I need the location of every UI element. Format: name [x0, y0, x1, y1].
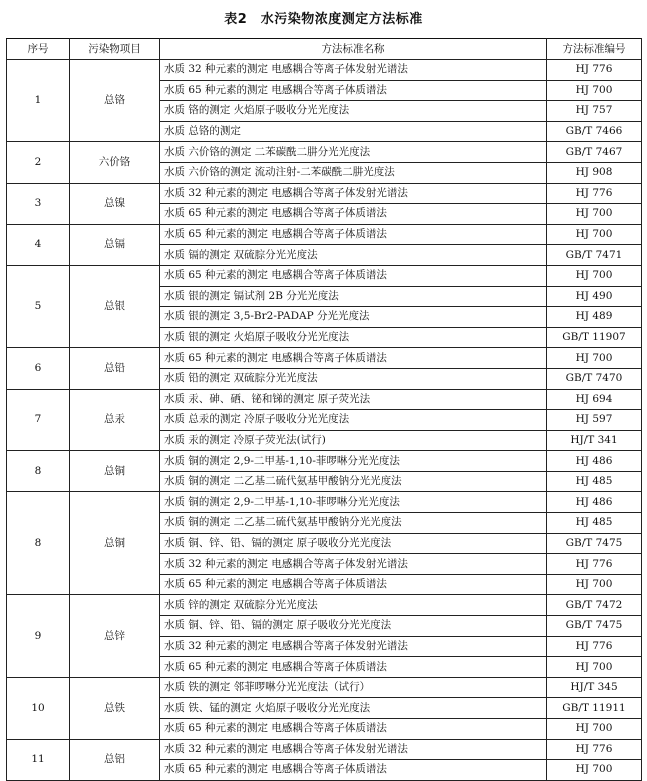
method-name-cell: 水质 银的测定 镉试剂 2B 分光光度法 — [160, 286, 547, 307]
method-name-cell: 水质 铬的测定 火焰原子吸收分光光度法 — [160, 101, 547, 122]
method-code-cell: HJ 776 — [547, 739, 642, 760]
method-code-cell: HJ 700 — [547, 224, 642, 245]
method-name-cell: 水质 铅的测定 双硫腙分光光度法 — [160, 368, 547, 389]
method-name-cell: 水质 32 种元素的测定 电感耦合等离子体发射光谱法 — [160, 739, 547, 760]
method-code-cell: HJ 700 — [547, 265, 642, 286]
pollutant-item-cell: 总铬 — [70, 60, 160, 142]
method-code-cell: HJ 485 — [547, 513, 642, 534]
table-row — [7, 142, 642, 163]
method-code-cell: HJ 700 — [547, 719, 642, 740]
method-code-cell: GB/T 7475 — [547, 533, 642, 554]
method-code-cell: HJ 700 — [547, 348, 642, 369]
method-name-cell: 水质 65 种元素的测定 电感耦合等离子体质谱法 — [160, 719, 547, 740]
method-code-cell: HJ 486 — [547, 451, 642, 472]
method-code-cell: GB/T 11911 — [547, 698, 642, 719]
pollutant-item-cell: 总镉 — [70, 224, 160, 265]
header-no: 序号 — [7, 39, 70, 60]
method-name-cell: 水质 银的测定 火焰原子吸收分光光度法 — [160, 327, 547, 348]
method-code-cell: HJ 597 — [547, 410, 642, 431]
method-code-cell: HJ 776 — [547, 183, 642, 204]
serial-number-cell: 7 — [7, 389, 70, 451]
method-code-cell: HJ 776 — [547, 60, 642, 81]
serial-number-cell: 11 — [7, 739, 70, 780]
method-name-cell: 水质 总汞的测定 冷原子吸收分光光度法 — [160, 410, 547, 431]
method-code-cell: HJ 486 — [547, 492, 642, 513]
serial-number-cell: 8 — [7, 492, 70, 595]
serial-number-cell: 8 — [7, 451, 70, 492]
method-code-cell: HJ 700 — [547, 80, 642, 101]
method-code-cell: GB/T 7470 — [547, 368, 642, 389]
serial-number-cell: 2 — [7, 142, 70, 183]
method-name-cell: 水质 铜、锌、铅、镉的测定 原子吸收分光光度法 — [160, 616, 547, 637]
method-code-cell: HJ 490 — [547, 286, 642, 307]
serial-number-cell: 4 — [7, 224, 70, 265]
method-name-cell: 水质 65 种元素的测定 电感耦合等离子体质谱法 — [160, 80, 547, 101]
pollutant-item-cell: 六价铬 — [70, 142, 160, 183]
serial-number-cell: 5 — [7, 265, 70, 347]
method-name-cell: 水质 铜、锌、铅、镉的测定 原子吸收分光光度法 — [160, 533, 547, 554]
header-item: 污染物项目 — [70, 39, 160, 60]
method-name-cell: 水质 32 种元素的测定 电感耦合等离子体发射光谱法 — [160, 636, 547, 657]
method-code-cell: HJ 776 — [547, 636, 642, 657]
method-code-cell: GB/T 7472 — [547, 595, 642, 616]
method-code-cell: GB/T 7467 — [547, 142, 642, 163]
pollutant-item-cell: 总铁 — [70, 677, 160, 739]
method-code-cell: HJ 700 — [547, 760, 642, 781]
pollutant-item-cell: 总汞 — [70, 389, 160, 451]
table-row — [7, 265, 642, 286]
method-name-cell: 水质 65 种元素的测定 电感耦合等离子体质谱法 — [160, 574, 547, 595]
method-name-cell: 水质 32 种元素的测定 电感耦合等离子体发射光谱法 — [160, 554, 547, 575]
method-name-cell: 水质 铜的测定 2,9-二甲基-1,10-菲啰啉分光光度法 — [160, 492, 547, 513]
method-code-cell: HJ 700 — [547, 657, 642, 678]
method-name-cell: 水质 铜的测定 二乙基二硫代氨基甲酸钠分光光度法 — [160, 471, 547, 492]
table-row — [7, 492, 642, 513]
serial-number-cell: 1 — [7, 60, 70, 142]
method-name-cell: 水质 六价铬的测定 二苯碳酰二肼分光光度法 — [160, 142, 547, 163]
serial-number-cell: 9 — [7, 595, 70, 677]
method-name-cell: 水质 65 种元素的测定 电感耦合等离子体质谱法 — [160, 657, 547, 678]
method-code-cell: GB/T 7471 — [547, 245, 642, 266]
method-name-cell: 水质 65 种元素的测定 电感耦合等离子体质谱法 — [160, 265, 547, 286]
method-code-cell: HJ 694 — [547, 389, 642, 410]
method-code-cell: GB/T 7466 — [547, 121, 642, 142]
method-name-cell: 水质 铁、锰的测定 火焰原子吸收分光光度法 — [160, 698, 547, 719]
table-row — [7, 739, 642, 760]
table-row — [7, 60, 642, 81]
table-row — [7, 389, 642, 410]
method-code-cell: GB/T 11907 — [547, 327, 642, 348]
serial-number-cell: 3 — [7, 183, 70, 224]
pollutant-item-cell: 总铝 — [70, 739, 160, 780]
pollutant-item-cell: 总锌 — [70, 595, 160, 677]
method-code-cell: HJ 489 — [547, 307, 642, 328]
table-row — [7, 595, 642, 616]
method-code-cell: HJ 700 — [547, 574, 642, 595]
method-code-cell: HJ/T 341 — [547, 430, 642, 451]
method-name-cell: 水质 镉的测定 双硫腙分光光度法 — [160, 245, 547, 266]
method-name-cell: 水质 六价铬的测定 流动注射-二苯碳酰二肼光度法 — [160, 162, 547, 183]
table-body — [7, 60, 642, 781]
method-name-cell: 水质 65 种元素的测定 电感耦合等离子体质谱法 — [160, 204, 547, 225]
header-code: 方法标准编号 — [547, 39, 642, 60]
header-name: 方法标准名称 — [160, 39, 547, 60]
pollutant-item-cell: 总铜 — [70, 492, 160, 595]
method-name-cell: 水质 65 种元素的测定 电感耦合等离子体质谱法 — [160, 348, 547, 369]
method-name-cell: 水质 65 种元素的测定 电感耦合等离子体质谱法 — [160, 760, 547, 781]
method-name-cell: 水质 65 种元素的测定 电感耦合等离子体质谱法 — [160, 224, 547, 245]
method-name-cell: 水质 汞的测定 冷原子荧光法(试行) — [160, 430, 547, 451]
page-title: 表2 水污染物浓度测定方法标准 — [224, 12, 423, 27]
method-code-cell: GB/T 7475 — [547, 616, 642, 637]
method-code-cell: HJ 700 — [547, 204, 642, 225]
method-code-cell: HJ 757 — [547, 101, 642, 122]
method-name-cell: 水质 汞、砷、硒、铋和锑的测定 原子荧光法 — [160, 389, 547, 410]
serial-number-cell: 6 — [7, 348, 70, 389]
table-row — [7, 677, 642, 698]
table-row — [7, 224, 642, 245]
table-row — [7, 451, 642, 472]
method-name-cell: 水质 32 种元素的测定 电感耦合等离子体发射光谱法 — [160, 60, 547, 81]
method-code-cell: HJ 776 — [547, 554, 642, 575]
table-row — [7, 183, 642, 204]
method-code-cell: HJ 485 — [547, 471, 642, 492]
method-code-cell: HJ 908 — [547, 162, 642, 183]
method-name-cell: 水质 32 种元素的测定 电感耦合等离子体发射光谱法 — [160, 183, 547, 204]
table-row — [7, 348, 642, 369]
method-name-cell: 水质 铜的测定 二乙基二硫代氨基甲酸钠分光光度法 — [160, 513, 547, 534]
method-code-cell: HJ/T 345 — [547, 677, 642, 698]
method-name-cell: 水质 铁的测定 邻菲啰啉分光光度法（试行） — [160, 677, 547, 698]
pollutant-item-cell: 总铜 — [70, 451, 160, 492]
pollutant-item-cell: 总镍 — [70, 183, 160, 224]
method-name-cell: 水质 铜的测定 2,9-二甲基-1,10-菲啰啉分光光度法 — [160, 451, 547, 472]
method-name-cell: 水质 总铬的测定 — [160, 121, 547, 142]
header-row — [7, 39, 642, 60]
serial-number-cell: 10 — [7, 677, 70, 739]
pollutant-item-cell: 总铅 — [70, 348, 160, 389]
pollutant-item-cell: 总银 — [70, 265, 160, 347]
method-name-cell: 水质 锌的测定 双硫腙分光光度法 — [160, 595, 547, 616]
method-name-cell: 水质 银的测定 3,5-Br2-PADAP 分光光度法 — [160, 307, 547, 328]
method-standards-table — [6, 38, 642, 781]
